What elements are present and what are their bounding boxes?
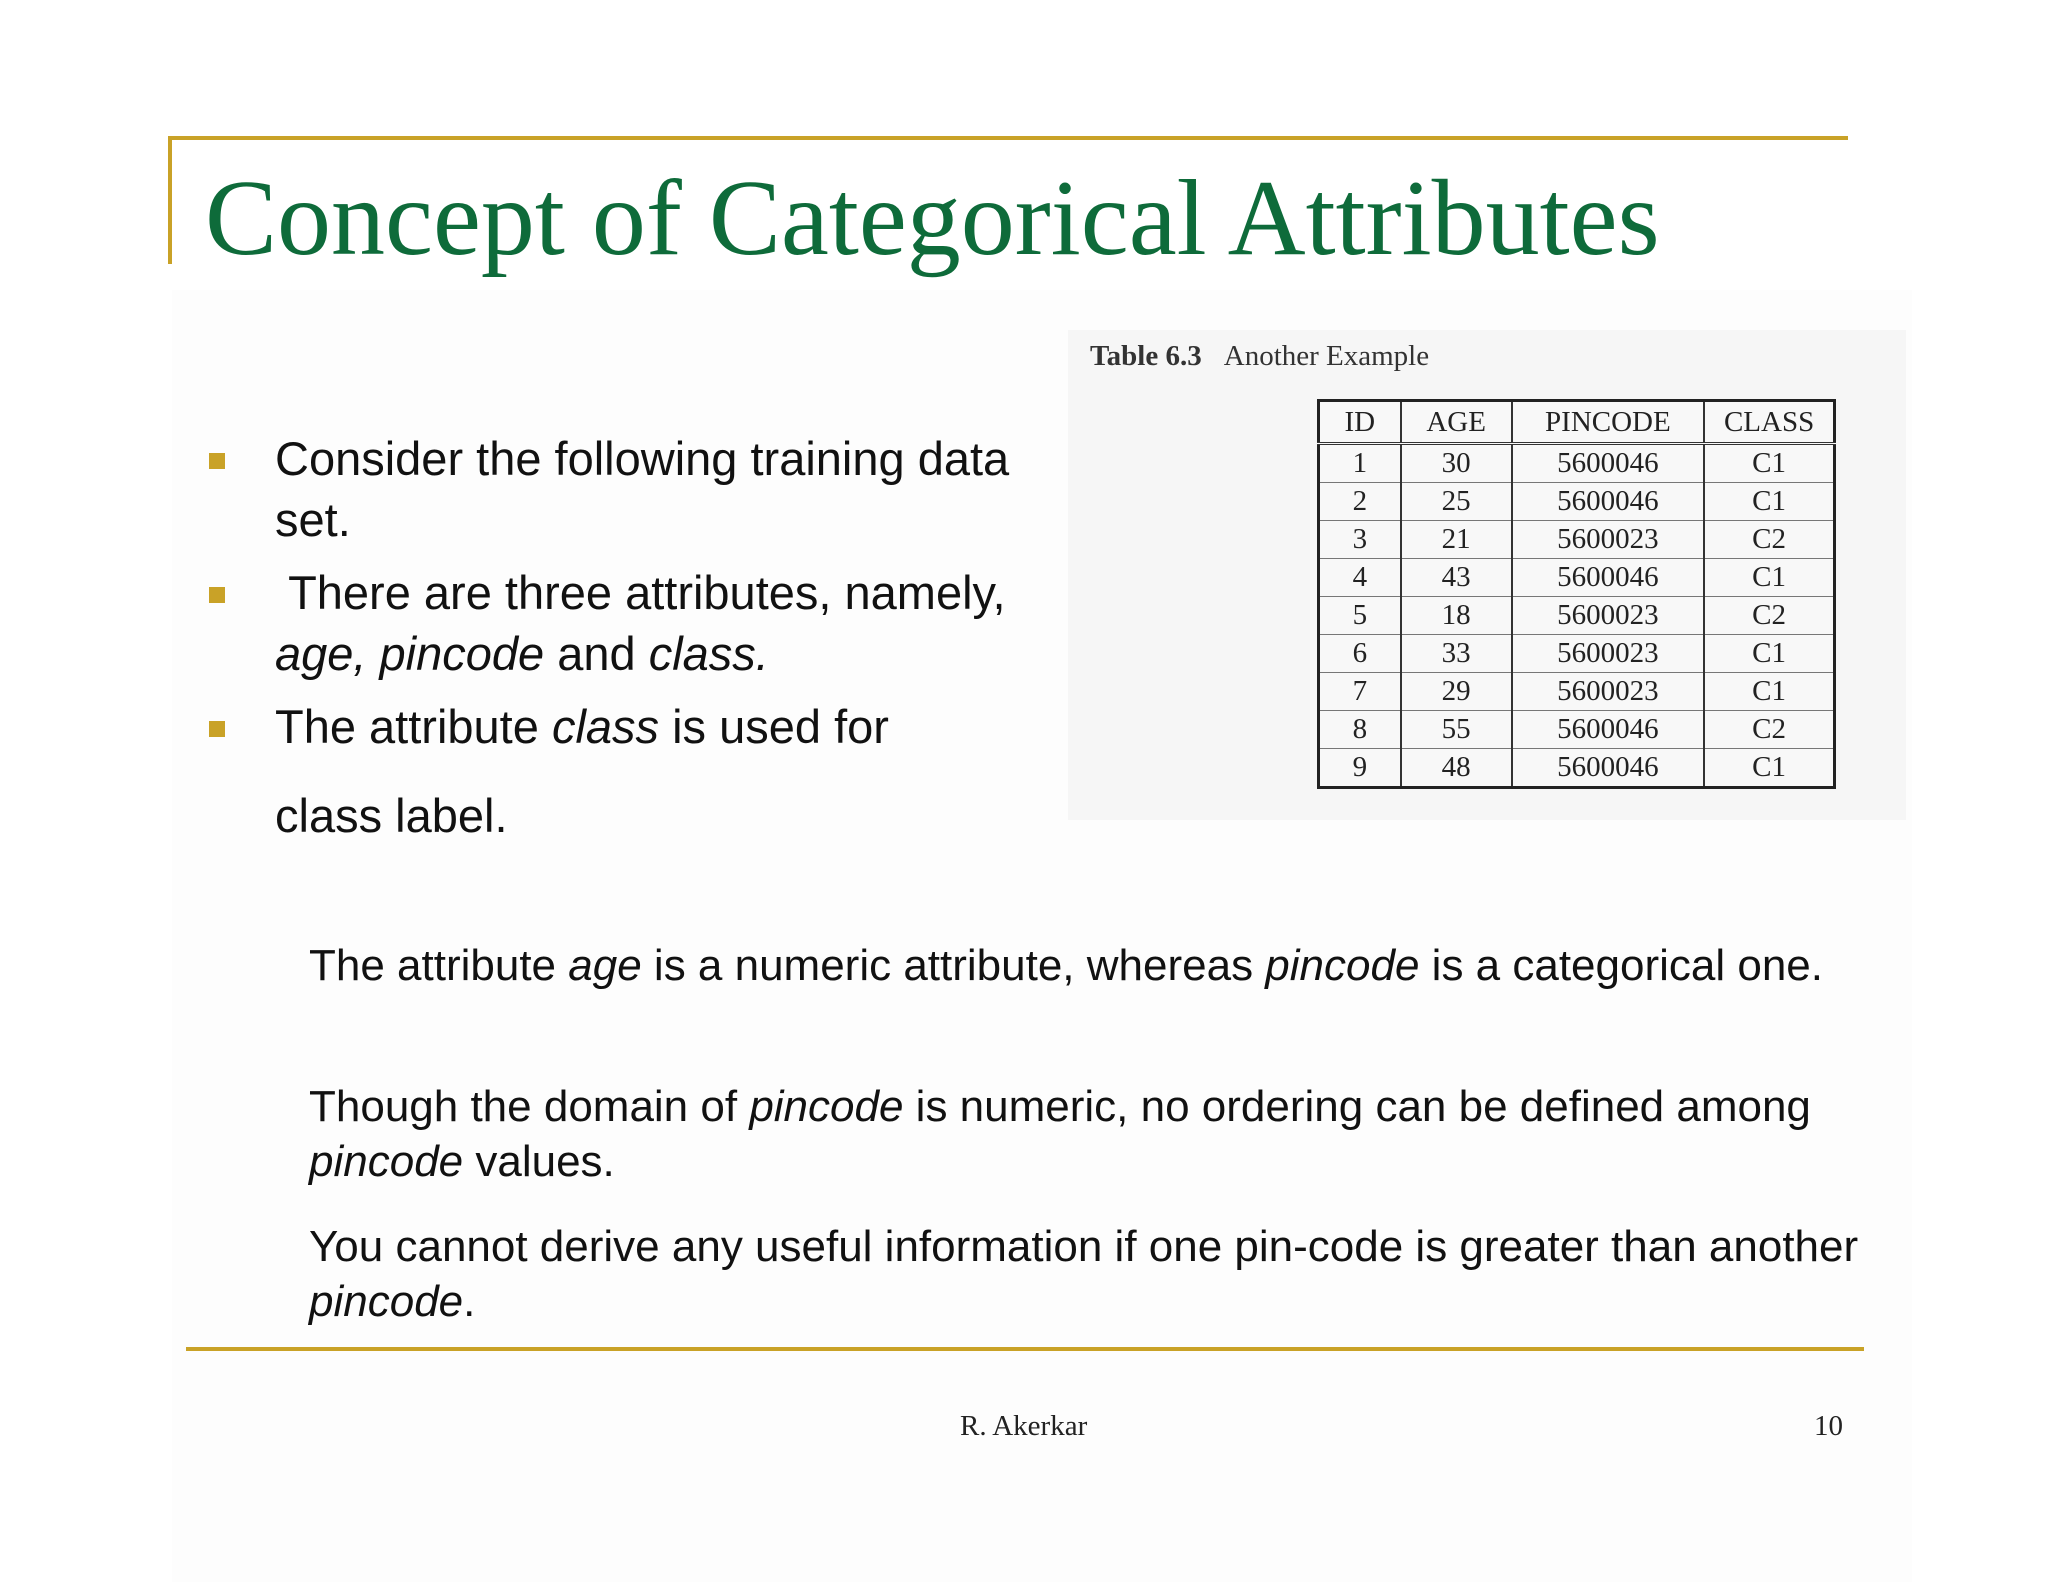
table-row [1319,749,1835,788]
training-data-table [1317,399,1836,789]
table-cell: C1 [1704,483,1834,521]
table-cell: C2 [1704,521,1834,559]
table-cell: C2 [1704,597,1834,635]
table-cell: 9 [1319,749,1401,788]
table-row [1319,483,1835,521]
table-header-cell: PINCODE [1512,401,1705,444]
footer-author: R. Akerkar [960,1410,1088,1442]
table-cell: 5600023 [1512,521,1705,559]
table-cell: 21 [1401,521,1512,559]
square-bullet-icon [209,721,225,737]
paragraph-text: is a categorical one. [1419,941,1823,990]
table-caption [1090,340,1429,373]
paragraph-emphasis: pincode [309,1137,464,1186]
table-cell: 4 [1319,559,1401,597]
table-cell: 5600046 [1512,483,1705,521]
slide-title: Concept of Categorical Attributes [205,159,1660,278]
paragraph-emphasis: pincode [1265,941,1420,990]
bullet-item [205,428,1035,550]
table-body [1319,444,1835,788]
table-cell: 29 [1401,673,1512,711]
paragraph-emphasis: pincode [749,1082,904,1131]
bullet-text: is used for [659,700,889,753]
table-cell: C1 [1704,444,1834,483]
bullet-text: Consider the following training data set. [275,432,1010,546]
table-cell: 5 [1319,597,1401,635]
table-cell: 55 [1401,711,1512,749]
paragraph-text: . [463,1277,476,1326]
table-row [1319,673,1835,711]
table-cell: 8 [1319,711,1401,749]
table-cell: C1 [1704,673,1834,711]
table-cell: 6 [1319,635,1401,673]
table-row [1319,521,1835,559]
bullet-item [205,562,1035,684]
paragraph-text: is numeric, no ordering can be defined among [903,1082,1811,1131]
table-cell: 5600023 [1512,635,1705,673]
bottom-rule [186,1347,1864,1351]
bullet-text: and [544,627,649,680]
table-row [1319,559,1835,597]
table-cell: 30 [1401,444,1512,483]
bullet-emphasis: class. [648,627,769,680]
table-row [1319,635,1835,673]
paragraph-emphasis: age [568,941,642,990]
table-cell: 18 [1401,597,1512,635]
table-header-row [1319,401,1835,444]
paragraph-text: is a numeric attribute, whereas [641,941,1266,990]
table-cell: 33 [1401,635,1512,673]
square-bullet-icon [209,587,225,603]
table-cell: C1 [1704,559,1834,597]
bullet-item [205,696,1035,846]
table-caption-title: Another Example [1223,340,1430,372]
paragraph-text: The attribute [309,941,569,990]
page-number: 10 [1814,1410,1843,1442]
table-cell: 3 [1319,521,1401,559]
table-cell: 5600046 [1512,749,1705,788]
table-header-cell: ID [1319,401,1401,444]
table-cell: 7 [1319,673,1401,711]
table-header-cell: CLASS [1704,401,1834,444]
table-cell: 2 [1319,483,1401,521]
left-rule [168,136,172,264]
paragraph-text: You cannot derive any useful information if one pin-code is greater than another [309,1222,1859,1271]
table-cell: 5600023 [1512,597,1705,635]
bullet-list [205,428,1035,846]
paragraph-age-vs-pincode [309,938,1869,993]
bullet-text: There are three attributes, namely, [288,566,1006,619]
table-row [1319,597,1835,635]
table-cell: C1 [1704,749,1834,788]
paragraph-no-useful-info [309,1219,1869,1329]
table-cell: 43 [1401,559,1512,597]
table-cell: 48 [1401,749,1512,788]
table-row [1319,711,1835,749]
table-cell: 5600046 [1512,559,1705,597]
table-cell: 5600046 [1512,444,1705,483]
table-header-cell: AGE [1401,401,1512,444]
bullet-emphasis: class [551,700,660,753]
table-row [1319,444,1835,483]
table-cell: 25 [1401,483,1512,521]
bullet-text: The attribute [275,700,552,753]
table-cell: 5600046 [1512,711,1705,749]
table-cell: 5600023 [1512,673,1705,711]
table-cell: 1 [1319,444,1401,483]
paragraph-emphasis: pincode [309,1277,464,1326]
bullet-text: class label. [275,789,508,842]
table-cell: C2 [1704,711,1834,749]
paragraph-text: Though the domain of [309,1082,750,1131]
square-bullet-icon [209,453,225,469]
table-cell: C1 [1704,635,1834,673]
paragraph-text: values. [463,1137,615,1186]
bullet-emphasis: age, pincode [275,627,545,680]
paragraph-no-ordering [309,1079,1869,1189]
top-rule [168,136,1848,140]
table-caption-label: Table 6.3 [1090,340,1202,372]
